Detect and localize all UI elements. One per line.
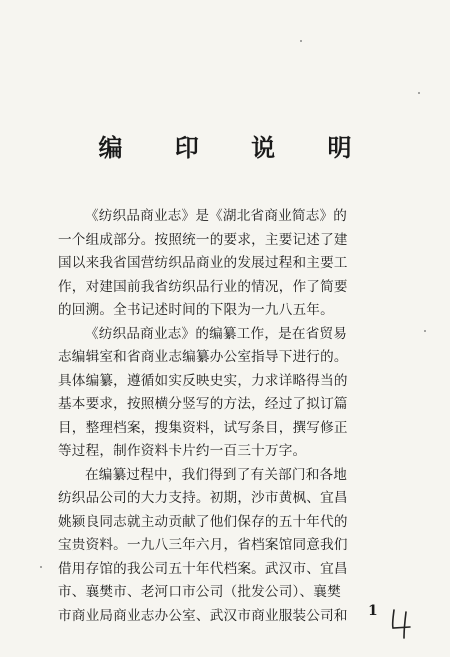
page-title: 编 印 说 明 — [98, 133, 374, 162]
text-line: 借用存馆的我公司五十年代档案。武汉市、宜昌 — [58, 560, 348, 577]
page-number: 1 — [368, 603, 378, 619]
text-line: 等过程，制作资料卡片约一百三十万字。 — [58, 443, 307, 459]
paper-speck — [40, 566, 42, 568]
text-line: 《纺织品商业志》是《湖北省商业简志》的 — [85, 208, 348, 224]
paper-speck — [418, 92, 420, 94]
text-line: 姚颍良同志就主动贡献了他们保存的五十年代的 — [58, 513, 348, 530]
text-line: 《纺织品商业志》的编纂工作，是在省贸易 — [85, 325, 348, 342]
text-line: 作，对建国前我省纺织品行业的情况，作了简要 — [58, 278, 348, 295]
text-line: 具体编纂，遵循如实反映史实，力求详略得当的 — [58, 372, 348, 389]
text-line: 一个组成部分。按照统一的要求，主要记述了建 — [58, 231, 348, 248]
text-line: 志编辑室和省商业志编纂办公室指导下进行的。 — [58, 349, 348, 365]
body-text — [58, 205, 398, 628]
text-line: 宝贵资料。一九八三年六月，省档案馆同意我们 — [58, 537, 348, 553]
text-line: 市、襄樊市、老河口市公司（批发公司）、襄樊 — [58, 584, 341, 600]
paper-speck — [300, 40, 302, 42]
text-line: 国以来我省国营纺织品商业的发展过程和主要工 — [58, 255, 348, 271]
text-line: 的回溯。全书记述时间的下限为一九八五年。 — [58, 302, 334, 318]
text-line: 纺织品公司的大力支持。初期，沙市黄枫、宜昌 — [58, 490, 348, 506]
paper-speck — [424, 330, 426, 332]
text-line: 目，整理档案，搜集资料，试写条目，撰写修正 — [58, 419, 348, 436]
text-line: 在编纂过程中，我们得到了有关部门和各地 — [85, 466, 348, 483]
text-line: 基本要求，按照横分竖写的方法，经过了拟订篇 — [58, 396, 348, 412]
text-line: 市商业局商业志办公室、武汉市商业服装公司和 — [58, 607, 348, 624]
handwritten-mark — [388, 606, 418, 640]
